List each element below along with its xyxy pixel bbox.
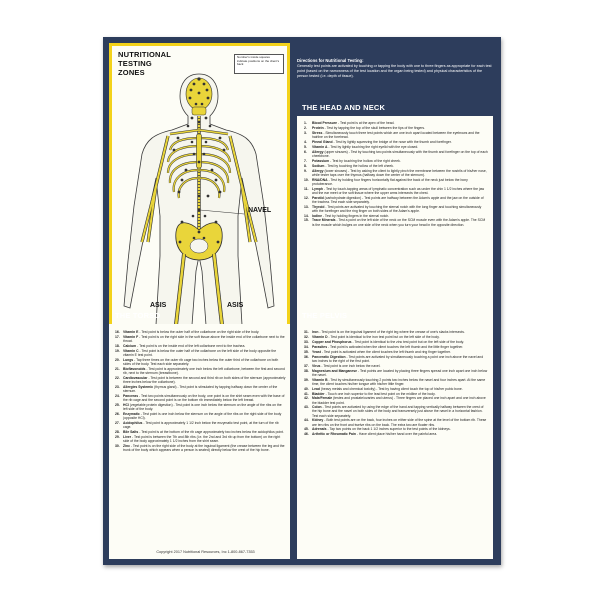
test-point-number: 41. bbox=[304, 391, 309, 396]
test-point-item bbox=[304, 164, 488, 168]
test-point-description bbox=[312, 335, 488, 339]
test-point-item bbox=[304, 205, 488, 213]
test-point-item bbox=[304, 140, 488, 144]
test-point-text: - Test point is between the second and third rib on both sides of the sternum (approximately three inches below the collarbone). bbox=[123, 375, 286, 384]
test-point-item bbox=[304, 387, 488, 391]
test-point-text: (testes and prostate/ovaries and uterus) - Three fingers are placed one inch apart and one inch above the bladder test point. bbox=[312, 396, 486, 405]
head-neck-list bbox=[304, 121, 488, 227]
test-point-description bbox=[312, 140, 488, 144]
test-point-item bbox=[304, 214, 488, 218]
test-point-description bbox=[312, 218, 488, 226]
test-point-name: Arthritic or Rheumatic Pain bbox=[312, 432, 356, 437]
test-point-text: - Tap three times on the outer rib cage two inches below the outer third of the collarbone on both sides of the body. Test each side separately. bbox=[123, 357, 279, 366]
test-point-description bbox=[123, 435, 286, 443]
test-point-description bbox=[312, 178, 488, 186]
test-point-number: 24. bbox=[115, 393, 120, 398]
test-point-item bbox=[304, 145, 488, 149]
test-point-text: - Test point is at the apex of the head. bbox=[337, 121, 395, 125]
test-point-item bbox=[304, 345, 488, 349]
test-point-name: Parotid bbox=[312, 195, 324, 200]
test-point-description bbox=[123, 412, 286, 420]
copyright: Copyright 2017 Nutritional Resources, Inc 1-800-867-7353 bbox=[156, 550, 255, 554]
test-point-item bbox=[304, 405, 488, 417]
test-point-description bbox=[312, 131, 488, 139]
test-point-text: - Tap two points on the back 1 1/2 inches superior to the test points of the kidneys. bbox=[326, 427, 451, 432]
test-point-name: Parasites bbox=[312, 344, 328, 349]
test-point-number: 33. bbox=[304, 339, 309, 344]
test-point-number: 25. bbox=[115, 402, 120, 407]
test-point-description bbox=[312, 392, 488, 396]
test-point-number: 38. bbox=[304, 368, 309, 373]
head-neck-panel bbox=[297, 116, 493, 328]
test-point-description bbox=[312, 396, 488, 404]
test-point-number: 28. bbox=[115, 429, 120, 434]
test-point-item bbox=[115, 344, 286, 348]
test-point-number: 37. bbox=[304, 363, 309, 368]
torso-list bbox=[115, 330, 286, 453]
test-point-description bbox=[312, 387, 488, 391]
test-point-item bbox=[115, 444, 286, 452]
test-point-item bbox=[304, 350, 488, 354]
test-point-name: Stress bbox=[312, 130, 323, 135]
test-point-text: (thymus gland) - Test point is stimulated by tapping halfway down the center of the sternum. bbox=[123, 384, 278, 393]
test-point-item bbox=[115, 394, 286, 402]
test-point-name: Bladder bbox=[312, 391, 325, 396]
test-point-item bbox=[304, 418, 488, 426]
test-point-description bbox=[312, 164, 488, 168]
test-point-description bbox=[123, 421, 286, 429]
pelvis-list bbox=[304, 330, 488, 437]
zones-title-line1: NUTRITIONAL bbox=[118, 50, 172, 59]
test-point-item bbox=[304, 335, 488, 339]
test-point-name: Virus bbox=[312, 363, 321, 368]
pelvis-title: THE PELVIS bbox=[302, 311, 348, 320]
test-point-number: 18. bbox=[115, 343, 120, 348]
test-point-item bbox=[304, 150, 488, 158]
test-point-text: - Test point is below the outer half of the collarbone on the right side of the body. bbox=[138, 330, 260, 334]
test-point-name: Vitamin A bbox=[312, 144, 328, 149]
test-point-name: Allergy bbox=[312, 168, 324, 173]
zones-title-line2: TESTING bbox=[118, 59, 152, 68]
test-point-name: Protein bbox=[312, 125, 324, 130]
test-point-description bbox=[123, 367, 286, 375]
test-point-text: - Simultaneously touch three test points which are one inch apart located between the eyebrows and the hairline on the forehead. bbox=[312, 130, 480, 139]
test-point-text: - Test point is one inch below the navel. bbox=[320, 363, 381, 368]
test-point-item bbox=[115, 358, 286, 366]
test-point-description bbox=[312, 355, 488, 363]
test-point-item bbox=[304, 159, 488, 163]
test-point-item bbox=[115, 376, 286, 384]
head-neck-title: THE HEAD AND NECK bbox=[302, 103, 386, 112]
test-point-text: (lower sinuses) - Test by asking the client to lightly pinch the membrane between the nostrils of his/her nose, while tester taps over the thymus (halfway down the center of the sternum). bbox=[312, 168, 487, 177]
test-point-item bbox=[304, 178, 488, 186]
test-point-item bbox=[304, 196, 488, 204]
test-point-description bbox=[312, 364, 488, 368]
test-point-name: Potassium bbox=[312, 158, 330, 163]
test-point-description bbox=[123, 349, 286, 357]
test-point-item bbox=[304, 126, 488, 130]
test-point-description bbox=[312, 159, 488, 163]
test-point-number: 39. bbox=[304, 377, 309, 382]
test-point-number: 45. bbox=[304, 427, 309, 432]
test-point-item bbox=[304, 330, 488, 334]
test-point-name: Allergy bbox=[312, 149, 324, 154]
test-point-text: - Both test points are on the back, four inches on either side of the spine at the level of the bottom rib. These are ten ribs on the front and twelve ribs on the back. The extra two are floater ribs. bbox=[312, 418, 487, 427]
test-point-name: Trace Minerals bbox=[312, 218, 336, 223]
test-point-description bbox=[312, 187, 488, 195]
test-point-name: Vitamin F bbox=[123, 334, 139, 339]
test-point-text: - Test point is activated when the client touches the left thumb and ring finger together. bbox=[320, 349, 451, 354]
test-point-description bbox=[312, 214, 488, 218]
test-point-name: Vitamin C bbox=[123, 348, 139, 353]
test-point-item bbox=[304, 340, 488, 344]
torso-panel bbox=[109, 324, 290, 559]
test-point-item bbox=[304, 432, 488, 436]
pelvis-panel bbox=[297, 324, 493, 559]
test-point-description bbox=[123, 385, 286, 393]
test-point-text: - Test point is between the 7th and 8th ribs (i.e. the 2nd and 3rd rib up from the bottom) on the right side of the body approximately 1 1/2 inches from the shirt seam. bbox=[123, 434, 281, 443]
test-point-description bbox=[312, 150, 488, 158]
test-point-number: 36. bbox=[304, 354, 309, 359]
test-point-name: Copper and Phosphorus bbox=[312, 339, 352, 344]
test-point-number: 14. bbox=[304, 213, 309, 218]
test-point-item bbox=[115, 412, 286, 420]
test-point-text: - Test a point on the left side of the neck on the SCM muscle even with the Adam's apple. The SCM is the muscle which bulges on one side of the neck when you turn your head in the opposite direction. bbox=[312, 218, 486, 227]
test-point-name: Yeast bbox=[312, 349, 321, 354]
test-point-name: Vitamin E bbox=[123, 330, 139, 334]
test-point-name: Calcium bbox=[123, 343, 137, 348]
test-point-item bbox=[304, 364, 488, 368]
test-point-description bbox=[312, 427, 488, 431]
test-point-item bbox=[304, 392, 488, 396]
test-point-number: 7. bbox=[304, 158, 307, 163]
test-point-number: 5. bbox=[304, 144, 307, 149]
test-point-number: 10. bbox=[304, 177, 309, 182]
test-point-item bbox=[115, 430, 286, 434]
test-point-item bbox=[115, 385, 286, 393]
test-point-description bbox=[312, 350, 488, 354]
test-point-number: 27. bbox=[115, 420, 120, 425]
test-point-name: Iodine bbox=[312, 213, 322, 218]
test-point-name: Magnesium and Manganese bbox=[312, 368, 358, 373]
test-point-number: 21. bbox=[115, 366, 120, 371]
test-point-text: - Test two points simultaneously on the body, one point is on the shirt seam even with the base of the rib cage and the second point is on the bottom rib immediately below the left breast. bbox=[123, 393, 285, 402]
test-point-item bbox=[304, 378, 488, 386]
test-point-description bbox=[312, 205, 488, 213]
test-point-item bbox=[304, 396, 488, 404]
test-point-text: - Test points are activated by simultaneously touching a point one inch above the navel and two inches to the right of the first point. bbox=[312, 354, 484, 363]
test-point-number: 31. bbox=[304, 330, 309, 334]
test-point-item bbox=[115, 367, 286, 375]
test-point-description bbox=[312, 126, 488, 130]
test-point-description bbox=[312, 418, 488, 426]
test-point-name: Cardiovascular bbox=[123, 375, 148, 380]
test-point-number: 15. bbox=[304, 218, 309, 223]
testing-zones-diagram bbox=[109, 43, 290, 328]
test-point-name: Iron bbox=[312, 330, 319, 334]
test-point-description bbox=[312, 369, 488, 377]
test-point-name: Kidney bbox=[312, 418, 324, 423]
test-point-name: Lead bbox=[312, 386, 320, 391]
test-point-description bbox=[123, 335, 286, 343]
test-point-item bbox=[304, 218, 488, 226]
test-point-text: - Test point is on the right side of the body at the inguinal ligament (the crease between the leg and the trunk of the body which appears when a person is seated) directly below the crest of the hip bone. bbox=[123, 443, 285, 452]
test-point-description bbox=[123, 430, 286, 434]
test-point-name: Allergies Systemic bbox=[123, 384, 154, 389]
test-point-number: 8. bbox=[304, 163, 307, 168]
test-point-number: 11. bbox=[304, 186, 309, 191]
test-point-number: 23. bbox=[115, 384, 120, 389]
test-point-number: 1. bbox=[304, 121, 307, 125]
test-point-text: - Test point is at the bottom of the rib cage approximately two inches below the acidophilus point. bbox=[138, 429, 284, 434]
test-point-text: - Test by holding four fingers horizontally flat against the back of the neck just below the bony protuberance. bbox=[312, 177, 468, 186]
test-point-text: - Test point is one inch below the sternum on the angle of the ribs on the right side of the body (opposite HCl). bbox=[123, 411, 282, 420]
test-point-item bbox=[115, 349, 286, 357]
test-point-text: (vegetable protein digestion) - Test point is one inch below the sternum on the angle of the ribs on the left side of the body. bbox=[123, 402, 282, 411]
test-point-description bbox=[312, 432, 488, 436]
test-point-number: 6. bbox=[304, 149, 307, 154]
test-point-text: - Have client place his/her hand over the painful area. bbox=[355, 432, 438, 437]
test-point-description bbox=[123, 394, 286, 402]
test-point-text: - Test by holding fingers in the sternal notch. bbox=[321, 213, 390, 218]
test-point-item bbox=[304, 187, 488, 195]
test-point-text: - Test by simultaneously touching 2 points two inches below the navel and four inches apart. At the same time, the client touches his/her tongue with his/her little finger. bbox=[312, 377, 486, 386]
skeleton-figure bbox=[112, 46, 287, 325]
test-point-name: Lungs bbox=[123, 357, 134, 362]
test-point-name: Lymph bbox=[312, 186, 323, 191]
test-point-number: 30. bbox=[115, 443, 120, 448]
navel-label: NAVEL bbox=[248, 207, 272, 214]
test-point-item bbox=[115, 330, 286, 334]
test-point-name: HCl bbox=[123, 402, 129, 407]
chart-sheet bbox=[103, 37, 501, 565]
test-point-name: Male/Female bbox=[312, 396, 333, 401]
test-point-number: 32. bbox=[304, 334, 309, 339]
test-point-text: - Test point is activated when the client touches the left thumb and the little finger together. bbox=[327, 344, 464, 349]
test-point-description bbox=[312, 345, 488, 349]
test-point-number: 43. bbox=[304, 405, 309, 410]
test-point-name: Pancreatic Digestion bbox=[312, 354, 346, 359]
test-point-item bbox=[115, 403, 286, 411]
test-point-item bbox=[304, 355, 488, 363]
test-point-number: 26. bbox=[115, 411, 120, 416]
asis-right-label: ASIS bbox=[227, 302, 244, 309]
test-point-number: 9. bbox=[304, 168, 307, 173]
test-point-description bbox=[312, 169, 488, 177]
directions-heading: Directions for Nutritional Testing: bbox=[297, 58, 364, 63]
test-point-name: RNA/DNA bbox=[312, 177, 328, 182]
test-point-text: - Test point is on the inguinal ligament of the right leg where the crease of one's slacks intersects. bbox=[318, 330, 465, 334]
test-point-description bbox=[123, 376, 286, 384]
test-point-name: Pancreas bbox=[123, 393, 139, 398]
torso-title: THE TORSO bbox=[115, 311, 161, 320]
directions-body: Generally test points are activated by touching or tapping the body with one to three fingers as appropriate for each test point (based on the narrowness of the test location and the organ being tested) and physical characteristics of the person tested (i.e. depth of tissue). bbox=[297, 64, 492, 78]
test-point-number: 3. bbox=[304, 130, 307, 135]
test-point-name: Vitamin B bbox=[312, 377, 328, 382]
test-point-number: 42. bbox=[304, 396, 309, 401]
test-point-description bbox=[123, 358, 286, 366]
test-point-description bbox=[312, 378, 488, 386]
test-point-name: Liver bbox=[123, 434, 132, 439]
test-point-name: Colon bbox=[312, 405, 322, 410]
test-point-number: 46. bbox=[304, 432, 309, 437]
test-point-description bbox=[312, 405, 488, 417]
test-point-item bbox=[115, 421, 286, 429]
test-point-text: - Test points are located by placing three fingers spread one inch apart one inch below the navel. bbox=[312, 368, 488, 377]
test-point-item bbox=[304, 169, 488, 177]
test-point-description bbox=[312, 196, 488, 204]
test-point-name: Bile Salts bbox=[123, 429, 139, 434]
test-point-name: Sodium bbox=[312, 163, 325, 168]
test-point-number: 22. bbox=[115, 375, 120, 380]
test-point-text: - Test points are activated by touching the sternal notch with the long finger and touching simultaneously with the forefinger and the ring finger on both sides of the Adam's apple. bbox=[312, 204, 482, 213]
test-point-text: - Test by lightly touching the right eyelid with the eye closed. bbox=[327, 144, 419, 149]
test-point-description bbox=[312, 330, 488, 334]
test-point-description bbox=[123, 403, 286, 411]
test-point-text: - Test by touching the hollow of the right cheek. bbox=[329, 158, 401, 163]
test-point-number: 13. bbox=[304, 204, 309, 209]
test-point-text: - Test point is on the right side in the soft tissue above the inside end of the collarbone next to the throat. bbox=[123, 334, 285, 343]
test-point-item bbox=[304, 427, 488, 431]
legend-text: Number's inside squares indicate positions on the client's back bbox=[237, 55, 280, 67]
test-point-text: (carbohydrate digestion) - Test points are halfway between the Adam's apple and the jaw on the outside of the trachea. Test each side separately. bbox=[312, 195, 484, 204]
zones-title-line3: ZONES bbox=[118, 68, 145, 77]
test-point-description bbox=[123, 344, 286, 348]
test-point-text: - Touch one inch superior to the lead test point on the midline of the body. bbox=[324, 391, 436, 396]
test-point-number: 20. bbox=[115, 357, 120, 362]
test-point-item bbox=[115, 435, 286, 443]
test-point-name: Bioflavonoids bbox=[123, 366, 146, 371]
test-point-number: 35. bbox=[304, 349, 309, 354]
test-point-number: 34. bbox=[304, 344, 309, 349]
test-point-description bbox=[312, 340, 488, 344]
test-point-text: - Test point is on the inside end of the left collarbone next to the trachea. bbox=[136, 343, 246, 348]
test-point-description bbox=[312, 145, 488, 149]
test-point-name: Enzymatic bbox=[123, 411, 140, 416]
test-point-number: 29. bbox=[115, 434, 120, 439]
test-point-item bbox=[304, 131, 488, 139]
test-point-text: - Test point is identical to the zinc test point but on the left side of the body. bbox=[351, 339, 464, 344]
test-point-name: Zinc bbox=[123, 443, 130, 448]
test-point-item bbox=[304, 121, 488, 125]
test-point-name: Thyroid bbox=[312, 204, 325, 209]
test-point-description bbox=[123, 444, 286, 452]
test-point-text: - Test point is approximately 1 1/2 inch below the enzymatic test point, at the turn of the rib cage. bbox=[123, 420, 279, 429]
test-point-description bbox=[312, 121, 488, 125]
test-point-text: - Test point is identical to the iron test point but on the left side of the body. bbox=[327, 334, 440, 339]
test-point-item bbox=[115, 335, 286, 343]
test-point-number: 19. bbox=[115, 348, 120, 353]
test-point-number: 40. bbox=[304, 386, 309, 391]
test-point-text: - Test point is below the outer half of the collarbone on the left side of the body opposite the vitamin E test point. bbox=[123, 348, 277, 357]
test-point-name: Adrenals bbox=[312, 427, 327, 432]
test-point-number: 17. bbox=[115, 334, 120, 339]
test-point-text: - Test points are activated by using the edge of the hand and tapping vertically halfway between the crest of the hip bone and the navel on both sides of the body and transversely just above the navel in a horizontal fashion. Test each side separately. bbox=[312, 405, 484, 418]
test-point-text: - Test by touching the hollow of the left cheek. bbox=[324, 163, 394, 168]
test-point-number: 12. bbox=[304, 195, 309, 200]
test-point-name: Blood Pressure bbox=[312, 121, 338, 125]
test-point-text: - Test point is approximately one inch below the left collarbone, between the first and second rib, next to the sternum (breastbone). bbox=[123, 366, 285, 375]
asis-left-label: ASIS bbox=[150, 302, 167, 309]
test-point-number: 4. bbox=[304, 139, 307, 144]
test-point-item bbox=[304, 369, 488, 377]
test-point-name: Acidophilus bbox=[123, 420, 143, 425]
test-point-name: Vitamin D bbox=[312, 334, 328, 339]
test-point-text: (upper sinuses) - Test by touching two points simultaneously with the thumb and forefinger on the top of each cheekbone. bbox=[312, 149, 488, 158]
test-point-description bbox=[123, 330, 286, 334]
test-point-text: - Test by lightly squeezing the bridge of the nose with the thumb and forefinger. bbox=[332, 139, 452, 144]
test-point-name: Pineal Gland bbox=[312, 139, 333, 144]
test-point-text: - Test by touch-tapping areas of lymphatic concentration such as under the chin 1 1/2 inches where the jaw and the ear meet or the soft tissue where the upper arms intersects the chest. bbox=[312, 186, 485, 195]
test-point-number: 44. bbox=[304, 418, 309, 423]
test-point-text: (heavy metals and chemical toxicity) - Test by having client touch the top of his/her pubic bone. bbox=[319, 386, 463, 391]
test-point-text: - Test by tapping the top of the skull between the tips of the fingers. bbox=[323, 125, 426, 130]
test-point-number: 2. bbox=[304, 125, 307, 130]
test-point-number: 16. bbox=[115, 330, 120, 334]
